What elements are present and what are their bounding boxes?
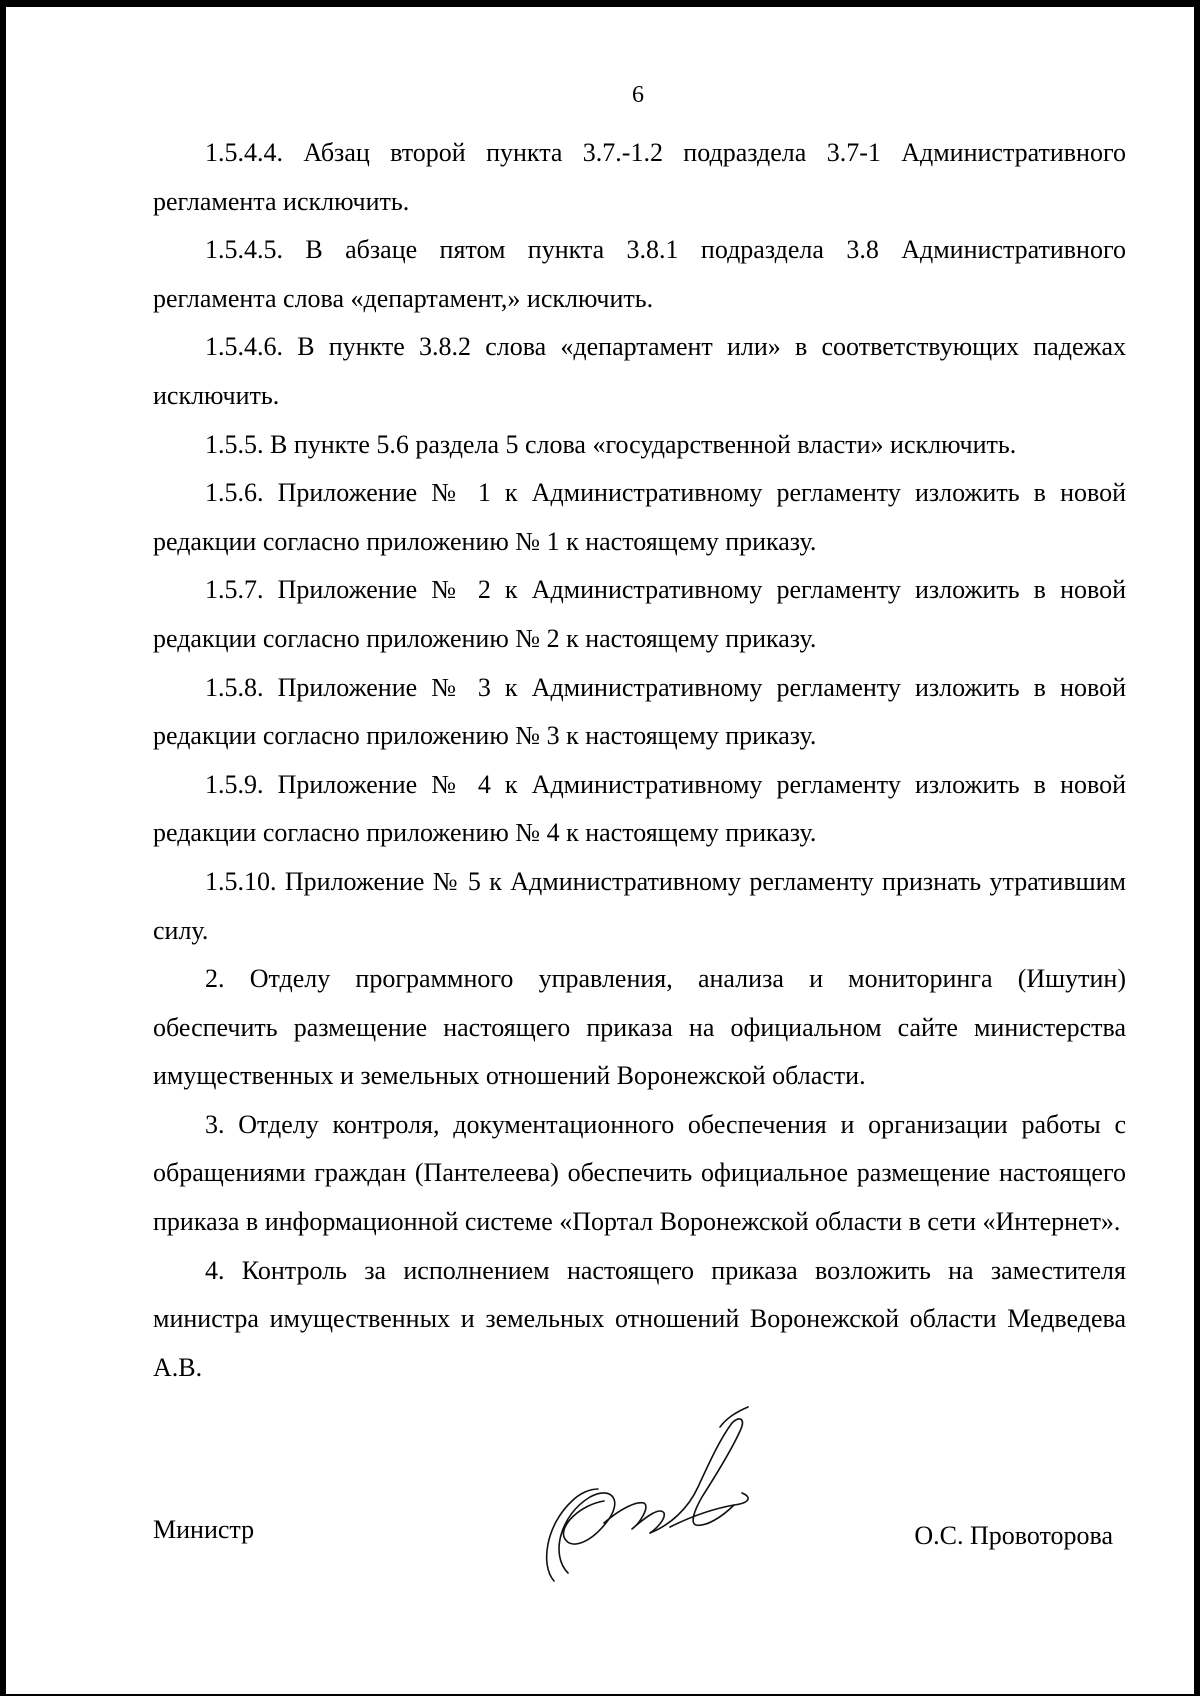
signatory-name: О.С. Провоторова [914,1521,1113,1550]
paragraph-3: 3. Отделу контроля, документационного обеспечения и организации работы с обращениями граждан (Пантелеева) обеспечить официальное размещение настоящего приказа в информационной системе «Портал Воронежской области в сети «Интернет». [153,1109,1126,1237]
page-number: 6 [632,82,644,108]
document-body [153,129,1126,1392]
paragraph-2: 2. Отделу программного управления, анализа и мониторинга (Ишутин) обеспечить размещение настоящего приказа на официальном сайте министерства имущественных и земельных отношений Воронежской области. [153,964,1126,1091]
handwritten-signature [520,1405,780,1590]
paragraph-1-5-5: 1.5.5. В пункте 5.6 раздела 5 слова «государственной власти» исключить. [205,429,1017,459]
paragraph-1-5-9: 1.5.9. Приложение № 4 к Административному регламенту изложить в новой редакции согласно приложению № 4 к настоящему приказу. [153,769,1126,848]
paragraph-1-5-7: 1.5.7. Приложение № 2 к Административному регламенту изложить в новой редакции согласно приложению № 2 к настоящему приказу. [153,575,1126,653]
paragraph-1-5-4-5: 1.5.4.5. В абзаце пятом пункта 3.8.1 подраздела 3.8 Административного регламента слова «департамент,» исключить. [153,235,1126,313]
signatory-title: Министр [153,1515,255,1544]
paragraph-1-5-4-6: 1.5.4.6. В пункте 3.8.2 слова «департамент или» в соответствующих падежах исключить. [153,332,1126,410]
paragraph-4: 4. Контроль за исполнением настоящего приказа возложить на заместителя министра имущественных и земельных отношений Воронежской области Медведева А.В. [153,1255,1126,1382]
paragraph-1-5-10: 1.5.10. Приложение № 5 к Административному регламенту признать утратившим силу. [153,866,1126,945]
paragraph-1-5-6: 1.5.6. Приложение № 1 к Административному регламенту изложить в новой редакции согласно приложению № 1 к настоящему приказу. [153,478,1126,556]
signature-block [153,1510,1113,1550]
paragraph-1-5-4-4: 1.5.4.4. Абзац второй пункта 3.7.-1.2 подраздела 3.7-1 Административного регламента исключить. [153,138,1126,216]
paragraph-1-5-8: 1.5.8. Приложение № 3 к Административному регламенту изложить в новой редакции согласно приложению № 3 к настоящему приказу. [153,672,1126,751]
